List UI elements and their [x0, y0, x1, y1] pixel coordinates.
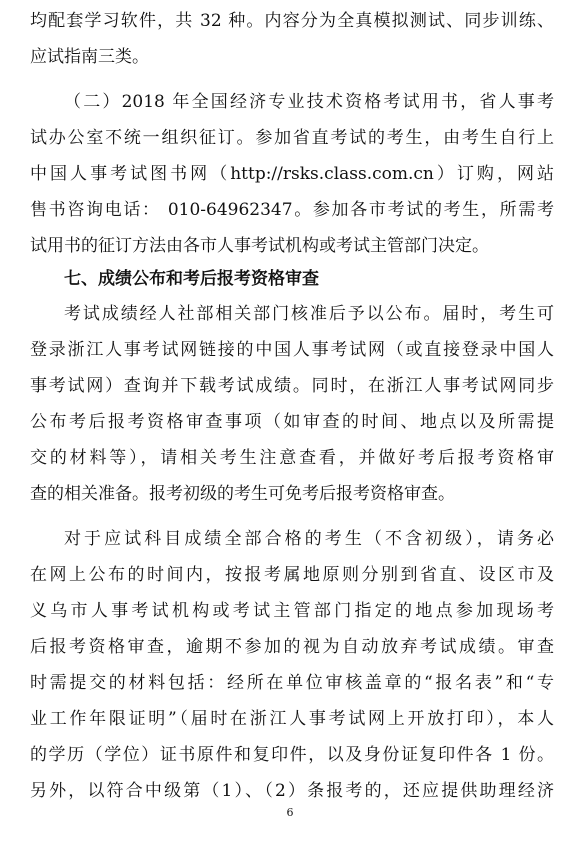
- paragraph-line: 的学历（学位）证书原件和复印件，以及身份证复印件各 1 份。: [30, 745, 554, 765]
- paragraph-line: 登录浙江人事考试网链接的中国人事考试网（或直接登录中国人: [30, 340, 554, 360]
- paragraph-line: 均配套学习软件，共 32 种。内容分为全真模拟测试、同步训练、: [30, 11, 554, 31]
- paragraph-line: 公布考后报考资格审查事项（如审查的时间、地点以及所需提: [30, 412, 554, 432]
- paragraph-line: 应试指南三类。: [30, 47, 149, 67]
- paragraph-line: 中国人事考试图书网（http://rsks.class.com.cn）订购，网站: [30, 164, 554, 184]
- paragraph-line: 试办公室不统一组织征订。参加省直考试的考生，由考生自行上: [30, 128, 554, 148]
- page-number: 6: [286, 806, 294, 819]
- paragraph-line: 对于应试科目成绩全部合格的考生（不含初级），请务必: [64, 529, 554, 549]
- paragraph-line: 交的材料等），请相关考生注意查看，并做好考后报考资格审: [30, 448, 554, 468]
- paragraph-line: 考试成绩经人社部相关部门核准后予以公布。届时，考生可: [64, 304, 554, 324]
- paragraph-line: 售书咨询电话： 010-64962347。参加各市考试的考生，所需考: [30, 200, 554, 220]
- paragraph-line: 业工作年限证明”（届时在浙江人事考试网上开放打印），本人: [30, 709, 554, 729]
- paragraph-line: 义乌市人事考试机构或考试主管部门指定的地点参加现场考: [30, 601, 554, 621]
- section-heading: 七、成绩公布和考后报考资格审查: [64, 269, 319, 289]
- paragraph-line: （二）2018 年全国经济专业技术资格考试用书，省人事考: [64, 92, 554, 112]
- paragraph-line: 时需提交的材料包括：经所在单位审核盖章的“报名表”和“专: [30, 673, 554, 693]
- paragraph-line: 后报考资格审查，逾期不参加的视为自动放弃考试成绩。审查: [30, 637, 554, 657]
- paragraph-line: 试用书的征订方法由各市人事考试机构或考试主管部门决定。: [30, 236, 489, 256]
- paragraph-line: 查的相关准备。报考初级的考生可免考后报考资格审查。: [30, 484, 455, 504]
- paragraph-line: 另外，以符合中级第（1）、（2）条报考的，还应提供助理经济: [30, 781, 554, 801]
- paragraph-line: 事考试网）查询并下载考试成绩。同时，在浙江人事考试网同步: [30, 376, 554, 396]
- paragraph-line: 在网上公布的时间内，按报考属地原则分别到省直、设区市及: [30, 565, 554, 585]
